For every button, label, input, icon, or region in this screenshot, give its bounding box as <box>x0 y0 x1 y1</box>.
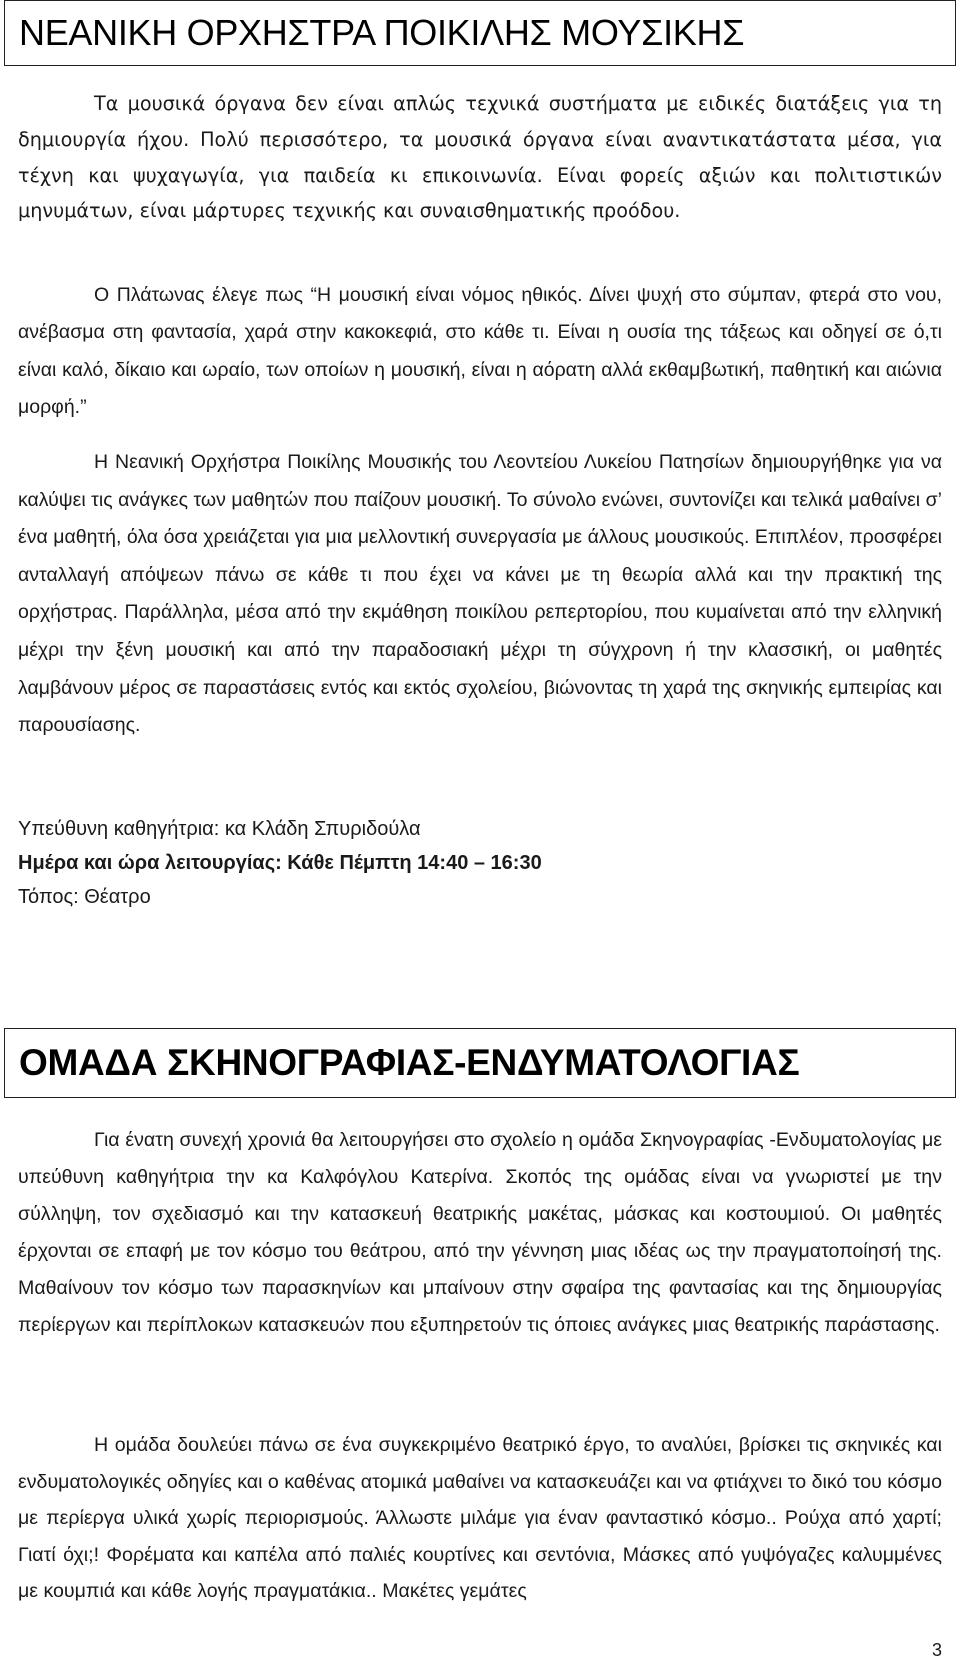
orchestra-paragraph-1: Τα μουσικά όργανα δεν είναι απλώς τεχνικά συστήματα με ειδικές διατάξεις για τη δημιουργία ήχου. Πολύ περισσότερο, τα μουσικά όργανα είναι αναντικατάστατα μέσα, για τέχνη και ψυχαγωγία, για παιδεία κι επικοινωνία. Είναι φορείς αξιών και πολιτιστικών μηνυμάτων, είναι μάρτυρες τεχνικής και συναισθηματικής προόδου. <box>18 92 942 223</box>
schedule-line: Ημέρα και ώρα λειτουργίας: Κάθε Πέμπτη 14:40 – 16:30 <box>18 852 542 874</box>
section-title-scenography <box>4 1028 956 1098</box>
orchestra-paragraph-2: Ο Πλάτωνας έλεγε πως “Η μουσική είναι νόμος ηθικός. Δίνει ψυχή στο σύμπαν, φτερά στο νου, ανέβασμα στη φαντασία, χαρά στην κακοκεφιά, στο κάθε τι. Είναι η ουσία της τάξεως και οδηγεί σε ό,τι είναι καλό, δίκαιο και ωραίο, των οποίων η μουσική, είναι η αόρατη αλλά εκθαμβωτική, παθητική και αιώνια μορφή.” <box>18 284 942 418</box>
teacher-line: Υπεύθυνη καθηγήτρια: κα Κλάδη Σπυριδούλα <box>18 818 421 840</box>
page-number: 3 <box>931 1640 942 1660</box>
scenography-paragraph-1: Για ένατη συνεχή χρονιά θα λειτουργήσει στο σχολείο η ομάδα Σκηνογραφίας -Ενδυματολογίας με υπεύθυνη καθηγήτρια την κα Καλφόγλου Κατερίνα. Σκοπός της ομάδας είναι να γνωριστεί με την σύλληψη, τον σχεδιασμό και την κατασκευή θεατρικής μακέτας, μάσκας και κοστουμιού. Οι μαθητές έρχονται σε επαφή με τον κόσμο του θεάτρου, από την γέννηση μιας ιδέας ως την πραγματοποίησή της. Μαθαίνουν τον κόσμο των παρασκηνίων και μπαίνουν στην σφαίρα της φαντασίας και της δημιουργίας περίεργων και περίπλοκων κατασκευών που εξυπηρετούν τις όποιες ανάγκες μιας θεατρικής παράστασης. <box>18 1129 942 1336</box>
scenography-paragraph-2: Η ομάδα δουλεύει πάνω σε ένα συγκεκριμένο θεατρικό έργο, το αναλύει, βρίσκει τις σκηνικές και ενδυματολογικές οδηγίες και ο καθένας ατομικά μαθαίνει να κατασκευάζει και να φτιάχνει το δικό του κόσμο με περίεργα υλικά χωρίς περιορισμούς. Άλλωστε μιλάμε για έναν φανταστικό κόσμο.. Ρούχα από χαρτί; Γιατί όχι;! Φορέματα και καπέλα από παλιές κουρτίνες και σεντόνια, Μάσκες από γυψόγαζες καλυμμένες με κουμπιά και κάθε λογής πραγματάκια.. Μακέτες γεμάτες <box>18 1434 942 1603</box>
place-line: Τόπος: Θέατρο <box>18 886 151 908</box>
section-title-text: ΟΜΑΔΑ ΣΚΗΝΟΓΡΑΦΙΑΣ-ΕΝΔΥΜΑΤΟΛΟΓΙΑΣ <box>19 1042 800 1083</box>
section-title-orchestra <box>4 0 956 66</box>
orchestra-paragraph-3: Η Νεανική Ορχήστρα Ποικίλης Μουσικής του Λεοντείου Λυκείου Πατησίων δημιουργήθηκε για να καλύψει τις ανάγκες των μαθητών που παίζουν μουσική. Το σύνολο ενώνει, συντονίζει και τελικά μαθαίνει σ’ ένα μαθητή, όλα όσα χρειάζεται για μια μελλοντική συνεργασία με άλλους μουσικούς. Επιπλέον, προσφέρει ανταλλαγή απόψεων πάνω σε κάθε τι που έχει να κάνει με τη θεωρία αλλά και την πρακτική της ορχήστρας. Παράλληλα, μέσα από την εκμάθηση ποικίλου ρεπερτορίου, που κυμαίνεται από την ελληνική μέχρι την ξένη μουσική και από την παραδοσιακή μέχρι τη σύγχρονη ή την κλασσική, οι μαθητές λαμβάνουν μέρος σε παραστάσεις εντός και εκτός σχολείου, βιώνοντας τη χαρά της σκηνικής εμπειρίας και παρουσίασης. <box>18 451 942 737</box>
section-title-text: ΝΕΑΝΙΚΗ ΟΡΧΗΣΤΡΑ ΠΟΙΚΙΛΗΣ ΜΟΥΣΙΚΗΣ <box>19 12 745 53</box>
